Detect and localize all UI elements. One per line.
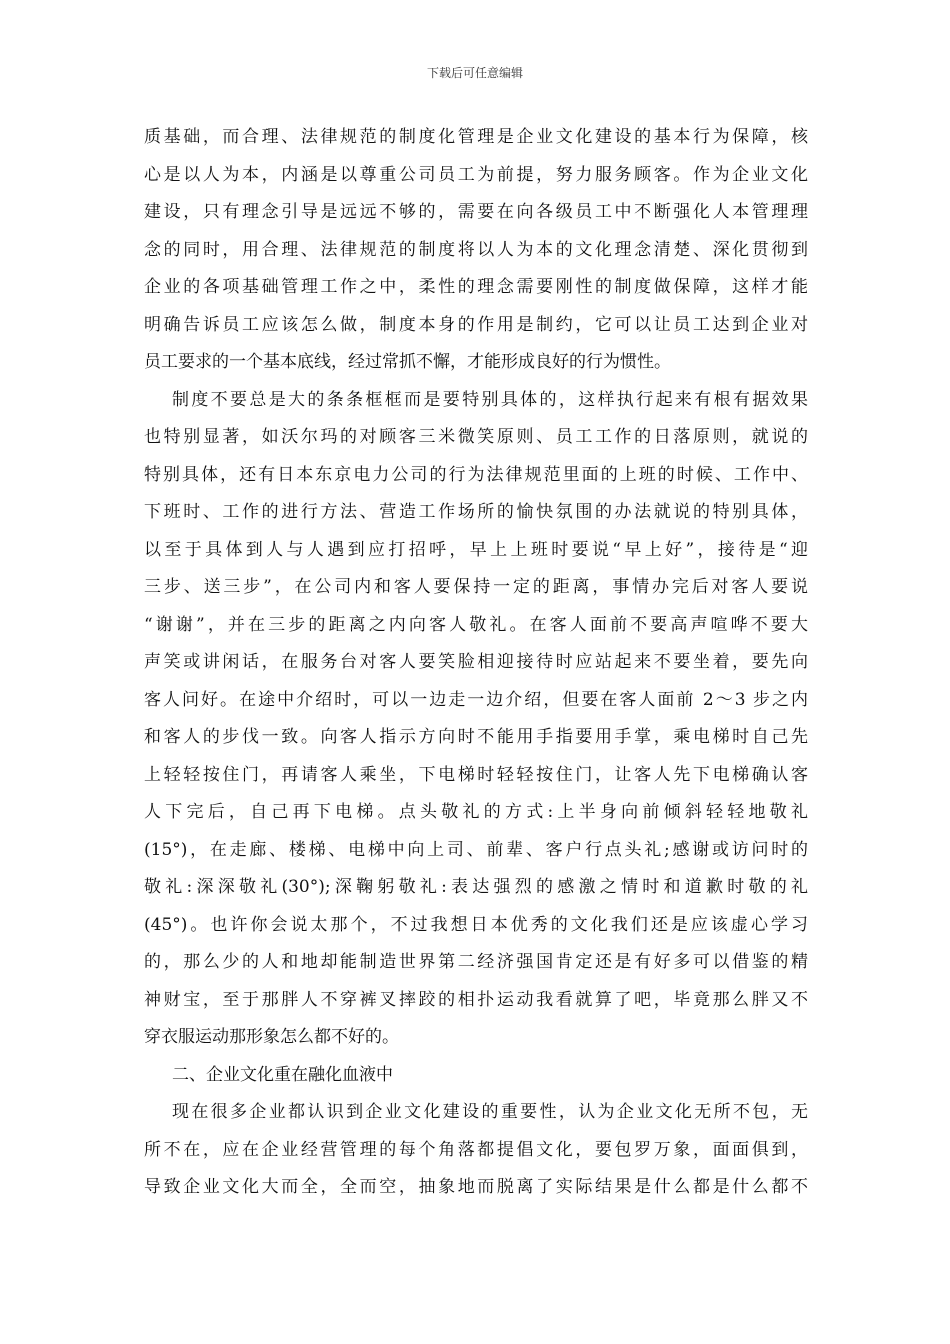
text-line: 的，那么少的人和地却能制造世界第二经济强国肯定还是有好多可以借鉴的精 — [144, 952, 808, 972]
text-line: (15°)，在走廊、楼梯、电梯中向上司、前辈、客户行点头礼;感谢或访问时的 — [144, 839, 808, 860]
document-body — [144, 119, 808, 1207]
text-line: 客人问好。在途中介绍时，可以一边走一边介绍，但要在客人面前 2～3 步之内 — [144, 689, 808, 710]
text-line: 敬礼:深深敬礼(30°);深鞠躬敬礼:表达强烈的感激之情时和道歉时敬的礼 — [144, 877, 808, 897]
text-line: 三步、送三步”，在公司内和客人要保持一定的距离，事情办完后对客人要说 — [144, 577, 808, 597]
text-line: 所不在，应在企业经营管理的每个角落都提倡文化，要包罗万象，面面俱到， — [144, 1139, 808, 1160]
text-line: 也特别显著，如沃尔玛的对顾客三米微笑原则、员工工作的日落原则，就说的 — [144, 427, 808, 447]
text-line: 上轻轻按住门，再请客人乘坐，下电梯时轻轻按住门，让客人先下电梯确认客 — [144, 764, 808, 785]
section-heading: 二、企业文化重在融化血液中 — [172, 1064, 393, 1085]
text-line: “谢谢”，并在三步的距离之内向客人敬礼。在客人面前不要高声喧哗不要大 — [144, 614, 808, 635]
text-line: 念的同时，用合理、法律规范的制度将以人为本的文化理念清楚、深化贯彻到 — [144, 239, 808, 260]
text-line: 穿衣服运动那形象怎么都不好的。 — [144, 1027, 399, 1047]
text-line: 制度不要总是大的条条框框而是要特别具体的，这样执行起来有根有据效果 — [172, 389, 808, 410]
text-line: 神财宝，至于那胖人不穿裤叉摔跤的相扑运动我看就算了吧，毕竟那么胖又不 — [144, 989, 808, 1010]
text-line: (45°)。也许你会说太那个，不过我想日本优秀的文化我们还是应该虚心学习 — [144, 914, 808, 935]
text-line: 下班时、工作的进行方法、营造工作场所的愉快氛围的办法就说的特别具体， — [144, 502, 808, 522]
text-line: 企业的各项基础管理工作之中，柔性的理念需要刚性的制度做保障，这样才能 — [144, 277, 808, 297]
text-line: 心是以人为本，内涵是以尊重公司员工为前提，努力服务顾客。作为企业文化 — [144, 164, 808, 185]
text-line: 现在很多企业都认识到企业文化建设的重要性，认为企业文化无所不包，无 — [172, 1102, 808, 1122]
text-line: 质基础，而合理、法律规范的制度化管理是企业文化建设的基本行为保障，核 — [144, 127, 808, 147]
text-line: 建设，只有理念引导是远远不够的，需要在向各级员工中不断强化人本管理理 — [144, 202, 808, 222]
text-line: 和客人的步伐一致。向客人指示方向时不能用手指要用手掌，乘电梯时自己先 — [144, 727, 808, 747]
text-line: 明确告诉员工应该怎么做，制度本身的作用是制约，它可以让员工达到企业对 — [144, 314, 808, 335]
text-line: 声笑或讲闲话，在服务台对客人要笑脸相迎接待时应站起来不要坐着，要先向 — [144, 652, 808, 672]
page-header: 下载后可任意编辑 — [426, 66, 523, 80]
text-line: 员工要求的一个基本底线，经过常抓不懈，才能形成良好的行为惯性。 — [144, 352, 671, 372]
text-line: 导致企业文化大而全，全而空，抽象地而脱离了实际结果是什么都是什么都不 — [144, 1177, 808, 1197]
text-line: 特别具体，还有日本东京电力公司的行为法律规范里面的上班的时候、工作中、 — [144, 464, 808, 485]
text-line: 以至于具体到人与人遇到应打招呼，早上上班时要说“早上好”，接待是“迎 — [144, 539, 808, 560]
text-line: 人下完后，自己再下电梯。点头敬礼的方式:上半身向前倾斜轻轻地敬礼 — [144, 802, 808, 822]
